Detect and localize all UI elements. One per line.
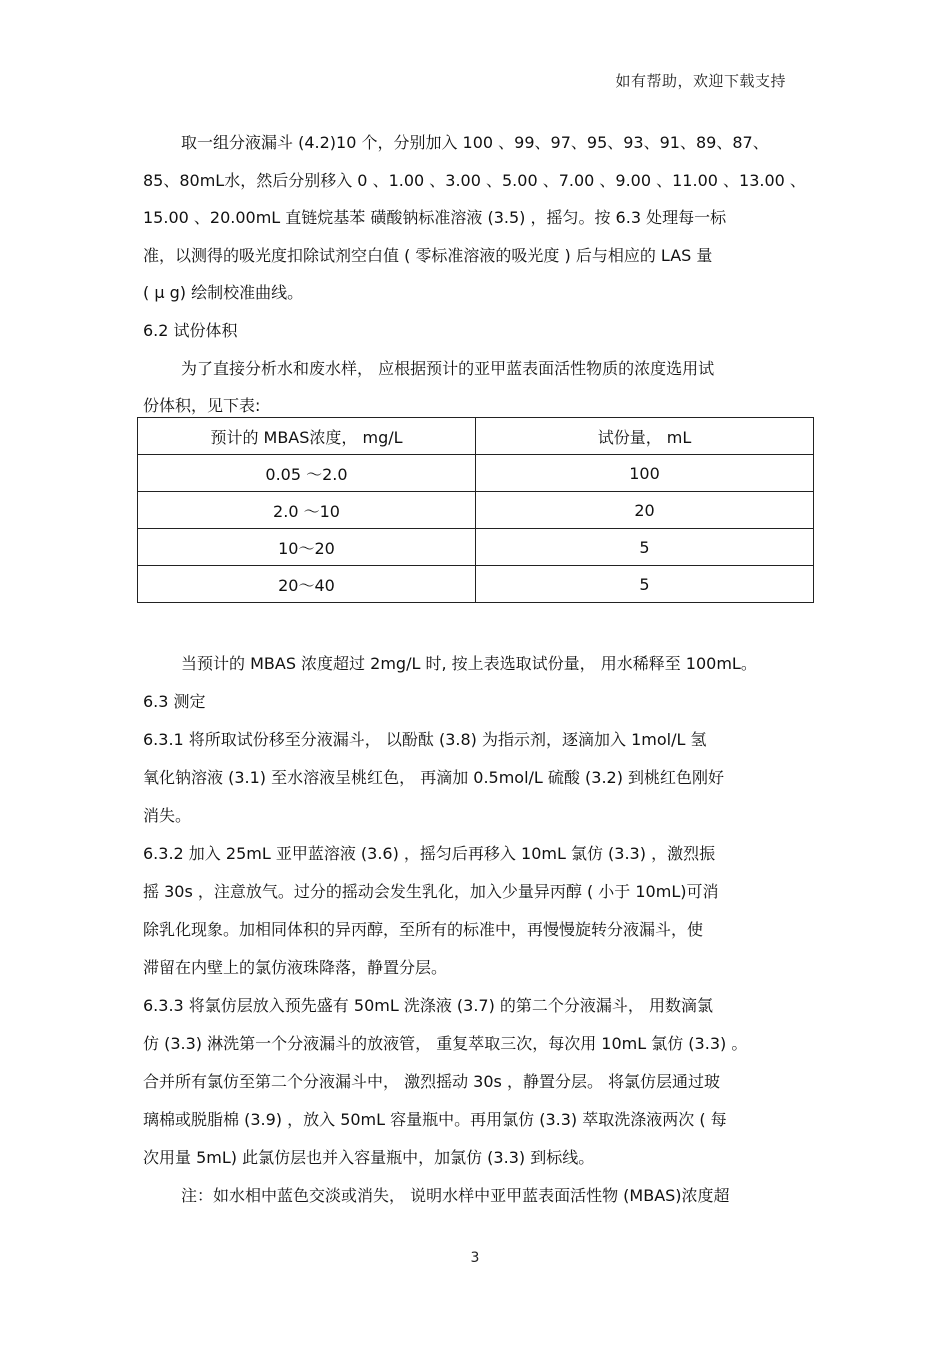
table-header-cell: 预计的 MBAS浓度， mg/L — [138, 418, 476, 455]
intro-line: 准，以测得的吸光度扣除试剂空白值 ( 零标准溶液的吸光度 ) 后与相应的 LAS 量 — [143, 245, 713, 265]
para-6-3-3-line: 仿 (3.3) 淋洗第一个分液漏斗的放液管， 重复萃取三次，每次用 10mL 氯仿 (3.3) 。 — [143, 1034, 748, 1053]
table-row — [138, 529, 814, 566]
section-6-2-line: 份体积，见下表: — [143, 396, 261, 416]
page-header: 如有帮助，欢迎下载支持 — [615, 72, 786, 90]
page-number: 3 — [470, 1250, 480, 1266]
para-6-3-3-line: 6.3.3 将氯仿层放入预先盛有 50mL 洗涤液 (3.7) 的第二个分液漏斗， 用数滴氯 — [143, 996, 714, 1015]
para-6-3-1-line: 氧化钠溶液 (3.1) 至水溶液呈桃红色， 再滴加 0.5mol/L 硫酸 (3.2) 到桃红色刚好 — [143, 768, 725, 787]
table-cell: 20～40 — [138, 566, 476, 603]
dilution-note: 当预计的 MBAS 浓度超过 2mg/L 时, 按上表选取试份量， 用水稀释至 100mL。 — [181, 654, 757, 673]
volume-table — [137, 417, 814, 603]
table-cell: 2.0 ～10 — [138, 492, 476, 529]
section-title-6-3: 6.3 测定 — [143, 692, 206, 711]
note-line: 注：如水相中蓝色交淡或消失， 说明水样中亚甲蓝表面活性物 (MBAS)浓度超 — [181, 1186, 730, 1205]
intro-line: ( μ g) 绘制校准曲线。 — [143, 283, 304, 303]
para-6-3-2-line: 滞留在内壁上的氯仿液珠降落，静置分层。 — [143, 958, 448, 977]
table-cell: 20 — [476, 492, 814, 529]
para-6-3-3-line: 璃棉或脱脂棉 (3.9) ，放入 50mL 容量瓶中。再用氯仿 (3.3) 萃取洗涤液两次 ( 每 — [143, 1110, 727, 1129]
para-6-3-1-line: 6.3.1 将所取试份移至分液漏斗， 以酚酞 (3.8) 为指示剂，逐滴加入 1mol/L 氢 — [143, 730, 707, 749]
para-6-3-3-line: 合并所有氯仿至第二个分液漏斗中， 激烈摇动 30s ，静置分层。 将氯仿层通过玻 — [143, 1072, 721, 1091]
table-cell: 0.05 ～2.0 — [138, 455, 476, 492]
table-cell: 100 — [476, 455, 814, 492]
para-6-3-3-line: 次用量 5mL) 此氯仿层也并入容量瓶中，加氯仿 (3.3) 到标线。 — [143, 1148, 595, 1167]
table-header-cell: 试份量， mL — [476, 418, 814, 455]
table-row — [138, 566, 814, 603]
intro-line: 取一组分液漏斗 (4.2)10 个，分别加入 100 、99、97、95、93、91、89、87、 — [181, 133, 769, 152]
table-header-row — [138, 418, 814, 455]
intro-block — [143, 124, 811, 425]
table-cell: 10～20 — [138, 529, 476, 566]
para-6-3-2-line: 摇 30s ，注意放气。过分的摇动会发生乳化，加入少量异丙醇 ( 小于 10mL)可消 — [143, 882, 719, 901]
intro-line: 15.00 、20.00mL 直链烷基苯 磺酸钠标准溶液 (3.5) ，摇匀。按 6.3 处理每一标 — [143, 208, 727, 228]
table-cell: 5 — [476, 566, 814, 603]
para-6-3-2-line: 除乳化现象。加相同体积的异丙醇，至所有的标准中，再慢慢旋转分液漏斗，使 — [143, 920, 704, 939]
table-row — [138, 492, 814, 529]
section-title-6-2: 6.2 试份体积 — [143, 320, 238, 340]
table-cell: 5 — [476, 529, 814, 566]
intro-line: 85、80mL水，然后分别移入 0 、1.00 、3.00 、5.00 、7.00 、9.00 、11.00 、13.00 、 — [143, 170, 806, 190]
table-row — [138, 455, 814, 492]
measurement-block — [143, 645, 833, 1215]
section-6-2-line: 为了直接分析水和废水样， 应根据预计的亚甲蓝表面活性物质的浓度选用试 — [181, 358, 715, 378]
para-6-3-1-line: 消失。 — [143, 806, 192, 825]
para-6-3-2-line: 6.3.2 加入 25mL 亚甲蓝溶液 (3.6) ，摇匀后再移入 10mL 氯仿 (3.3) ，激烈振 — [143, 844, 716, 863]
